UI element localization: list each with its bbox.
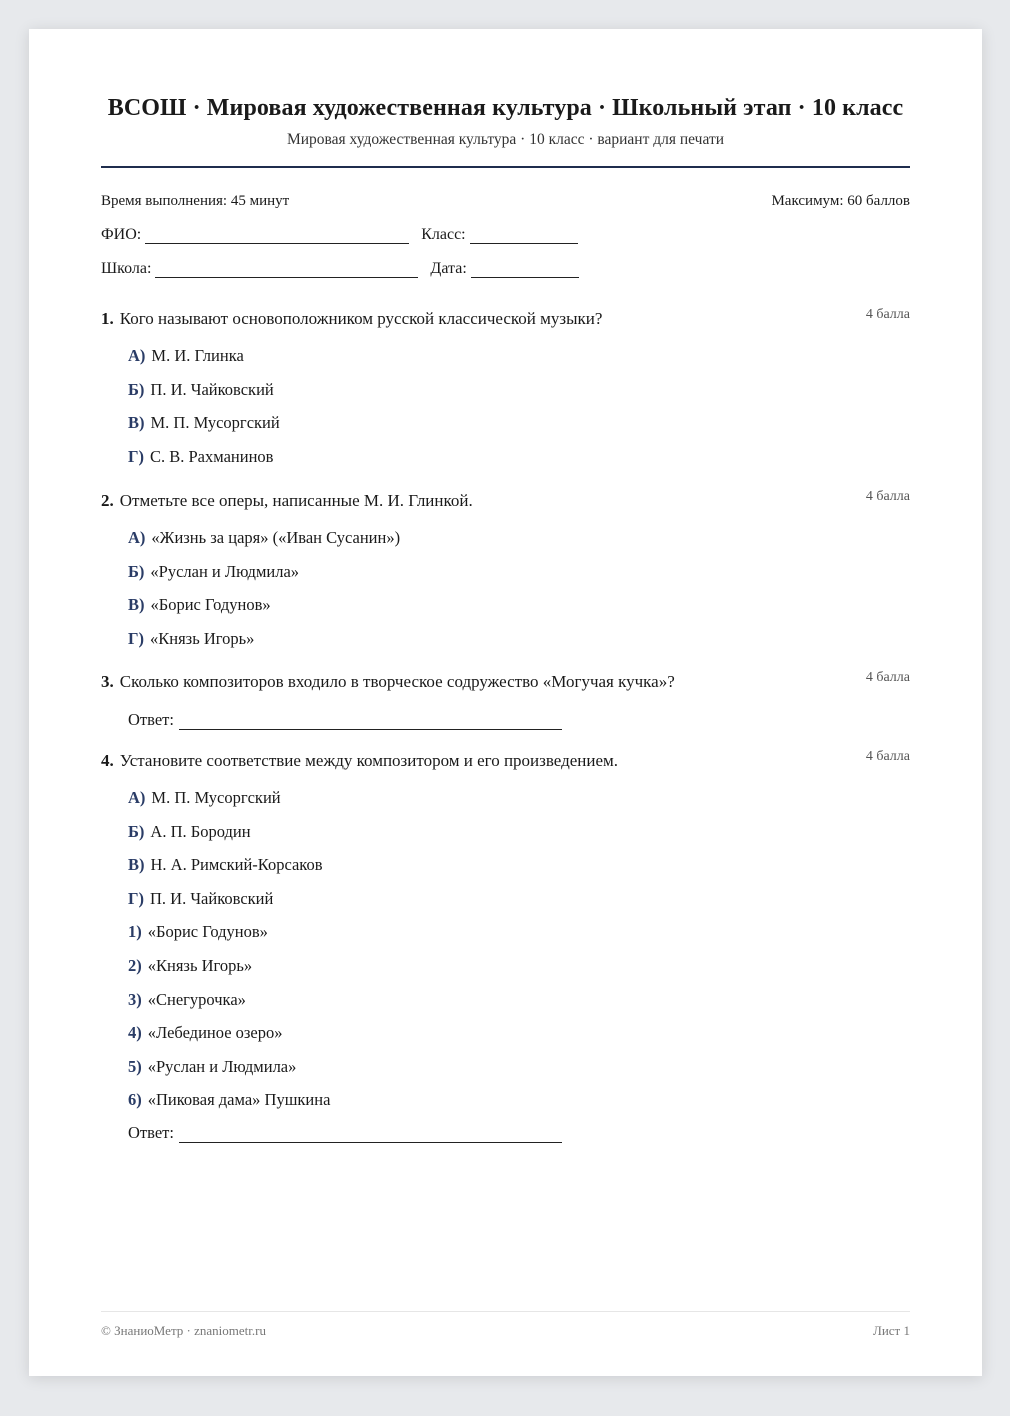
page-title: ВСОШ · Мировая художественная культура · Школьный этап · 10 класс — [107, 95, 904, 121]
time-limit: Время выполнения: 45 минут — [101, 193, 290, 209]
option-key: А) — [128, 788, 146, 807]
answer-row — [128, 1119, 910, 1143]
footer-divider — [101, 1311, 910, 1312]
question-header — [101, 672, 910, 696]
option-key: 2) — [128, 955, 142, 975]
work-item — [128, 983, 910, 1017]
question-number: 3. — [101, 672, 114, 691]
option-text: П. И. Чайковский — [150, 379, 274, 399]
fio-field[interactable] — [145, 229, 409, 244]
answer-row — [128, 706, 910, 730]
option-key: В) — [128, 595, 145, 615]
option-item[interactable] — [128, 440, 910, 474]
option-key: 4) — [128, 1023, 142, 1043]
work-item — [128, 1016, 910, 1050]
option-key: Г) — [128, 628, 144, 648]
question-2 — [101, 491, 910, 655]
question-number: 4. — [101, 751, 114, 770]
option-key: Г) — [128, 888, 144, 908]
option-item[interactable] — [128, 622, 910, 656]
option-key: А) — [128, 346, 146, 365]
class-field[interactable] — [470, 229, 578, 244]
option-text: «Борис Годунов» — [150, 595, 271, 615]
name-class-row — [101, 226, 578, 244]
answer-label: Ответ: — [128, 1122, 174, 1142]
option-text: «Князь Игорь» — [150, 628, 255, 648]
option-text: Н. А. Римский-Корсаков — [150, 855, 323, 875]
composer-item — [128, 815, 910, 849]
question-1 — [101, 309, 910, 473]
option-text: «Руслан и Людмила» — [147, 1056, 297, 1076]
question-text: Установите соответствие между композитором и его произведением. — [119, 751, 619, 770]
worksheet-page — [29, 29, 982, 1376]
options-list — [101, 339, 910, 473]
option-text: «Лебединое озеро» — [147, 1023, 283, 1043]
question-header — [101, 309, 910, 333]
class-label: Класс: — [421, 226, 466, 243]
option-key: Б) — [128, 561, 145, 581]
question-text: Отметьте все оперы, написанные М. И. Глинкой. — [119, 491, 473, 510]
question-points: 4 балла — [865, 307, 910, 322]
option-item[interactable] — [128, 406, 910, 440]
question-header — [101, 751, 910, 775]
school-label: Школа: — [101, 260, 152, 277]
school-date-row — [101, 260, 579, 278]
question-text: Кого называют основоположником русской классической музыки? — [119, 309, 603, 328]
work-item — [128, 1083, 910, 1117]
answer-label: Ответ: — [128, 710, 174, 729]
footer-copyright: © ЗнаниоМетр · znaniometr.ru — [101, 1323, 266, 1338]
option-text: «Князь Игорь» — [147, 955, 253, 975]
option-key: Г) — [128, 446, 144, 466]
work-item — [128, 949, 910, 983]
option-item[interactable] — [128, 521, 910, 555]
composer-item — [128, 781, 910, 815]
question-points: 4 балла — [865, 489, 910, 504]
date-field[interactable] — [471, 263, 579, 278]
date-label: Дата: — [430, 260, 467, 277]
answer-field[interactable] — [179, 715, 562, 730]
header-divider — [101, 166, 910, 168]
option-item[interactable] — [128, 339, 910, 373]
fio-label: ФИО: — [101, 226, 142, 243]
question-points: 4 балла — [865, 670, 910, 685]
page-subtitle: Мировая художественная культура · 10 класс · вариант для печати — [286, 131, 725, 148]
composer-item — [128, 882, 910, 916]
option-key: Б) — [128, 821, 145, 841]
options-list — [101, 521, 910, 655]
option-key: В) — [128, 413, 145, 433]
question-4 — [101, 751, 910, 1143]
option-text: А. П. Бородин — [150, 821, 251, 841]
option-key: 3) — [128, 989, 142, 1009]
option-item[interactable] — [128, 373, 910, 407]
option-text: «Снегурочка» — [147, 989, 246, 1009]
option-text: С. В. Рахманинов — [150, 446, 274, 466]
question-3 — [101, 672, 910, 730]
work-item — [128, 915, 910, 949]
question-number: 1. — [101, 309, 114, 328]
option-text: М. И. Глинка — [151, 346, 244, 365]
answer-field[interactable] — [179, 1128, 562, 1143]
question-header — [101, 491, 910, 515]
option-text: «Жизнь за царя» («Иван Сусанин») — [151, 528, 401, 547]
options-list — [101, 781, 910, 1117]
option-text: «Руслан и Людмила» — [150, 561, 300, 581]
option-text: М. П. Мусоргский — [151, 788, 281, 807]
option-text: П. И. Чайковский — [150, 888, 274, 908]
option-key: 5) — [128, 1056, 142, 1076]
question-points: 4 балла — [865, 749, 910, 764]
option-key: 1) — [128, 922, 142, 942]
option-key: Б) — [128, 379, 145, 399]
footer-page-number: Лист 1 — [873, 1323, 910, 1338]
option-text: «Пиковая дама» Пушкина — [147, 1090, 331, 1110]
option-key: В) — [128, 855, 145, 875]
composer-item — [128, 848, 910, 882]
option-text: «Борис Годунов» — [147, 922, 268, 942]
option-item[interactable] — [128, 588, 910, 622]
question-number: 2. — [101, 491, 114, 510]
option-key: А) — [128, 528, 146, 547]
question-text: Сколько композиторов входило в творческое содружество «Могучая кучка»? — [119, 672, 675, 691]
work-item — [128, 1050, 910, 1084]
option-item[interactable] — [128, 555, 910, 589]
option-key: 6) — [128, 1090, 142, 1110]
max-score: Максимум: 60 баллов — [771, 193, 910, 209]
school-field[interactable] — [155, 263, 418, 278]
option-text: М. П. Мусоргский — [150, 413, 280, 433]
